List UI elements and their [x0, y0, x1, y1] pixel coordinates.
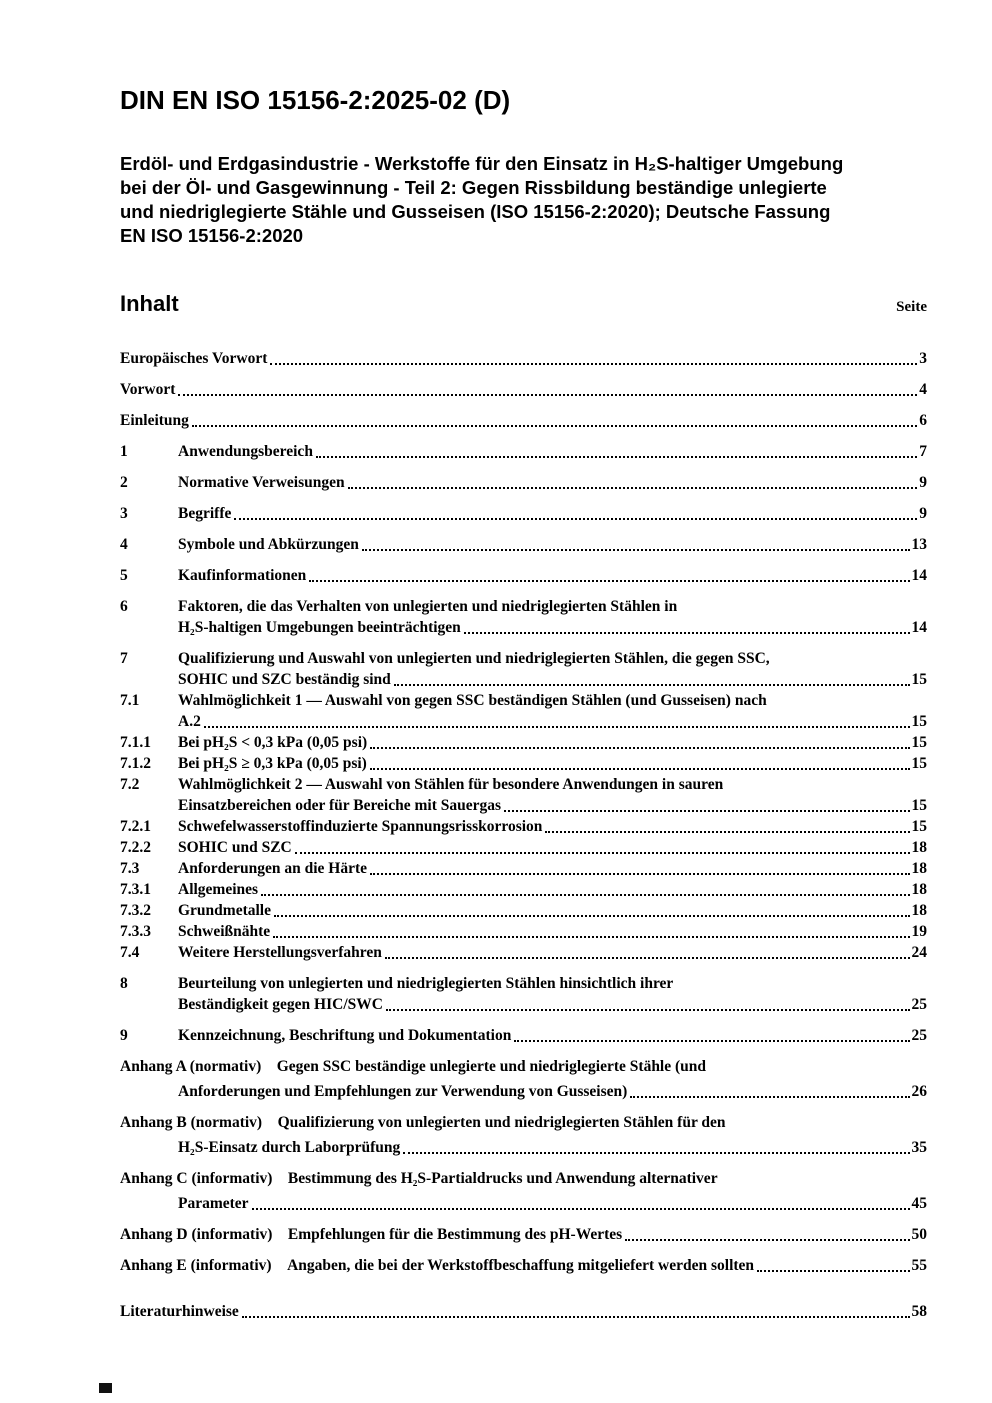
toc-dot-leader: [394, 684, 910, 686]
toc-entry-lastline: [120, 1301, 927, 1322]
toc-dot-leader: [385, 957, 910, 959]
toc-entry: [120, 379, 927, 400]
toc-entry-line: Wahlmöglichkeit 1 — Auswahl von gegen SSC beständigen Stählen (und Gusseisen) nach: [178, 692, 767, 709]
toc-entry-lastline: [178, 1025, 927, 1046]
toc-entry-body: [178, 472, 927, 493]
toc-entry-page-number: 4: [919, 381, 927, 398]
toc-entry-page-number: 3: [919, 350, 927, 367]
toc-entry-lastline: [120, 379, 927, 400]
toc-entry-title: Schweißnähte: [178, 923, 271, 940]
toc-entry-body: [178, 732, 927, 753]
toc-entry: [120, 921, 927, 942]
toc-dot-leader: [252, 1208, 910, 1210]
toc-entry: [120, 732, 927, 753]
toc-entry-lastline: [178, 994, 927, 1015]
toc-entry-title: Normative Verweisungen: [178, 474, 345, 491]
toc-entry-page-number: 26: [911, 1083, 927, 1100]
toc-entry-body: [178, 753, 927, 774]
toc-entry-body: [178, 774, 927, 816]
toc-entry-page-number: 55: [911, 1257, 927, 1274]
toc-entry: [120, 1025, 927, 1046]
toc-dot-leader: [273, 936, 909, 938]
toc-entry-number: 7.2.1: [120, 818, 151, 835]
toc-dot-leader: [630, 1096, 909, 1098]
toc-entry-page-number: 9: [919, 505, 927, 522]
toc-entry-body: [120, 1301, 927, 1322]
toc-entry-title: SOHIC und SZC beständig sind: [178, 671, 391, 688]
toc-entry-title: Anhang E (informativ) Angaben, die bei der Werkstoffbeschaffung mitgeliefert werden sollten: [120, 1257, 755, 1274]
toc-dot-leader: [545, 831, 909, 833]
toc-entry-page-number: 19: [911, 923, 927, 940]
toc-page-column-label: Seite: [896, 299, 927, 315]
toc-entry: [120, 503, 927, 524]
toc-entry-title: Kennzeichnung, Beschriftung und Dokumentation: [178, 1027, 512, 1044]
toc-entry-number: 7.2: [120, 776, 140, 793]
toc-entry-lastline: [120, 410, 927, 431]
toc-dot-leader: [309, 580, 909, 582]
toc-entry-title: Begriffe: [178, 505, 232, 522]
toc-entry-body: [120, 1112, 927, 1158]
toc-entry-number: 2: [120, 474, 128, 491]
toc-entry-number: 1: [120, 443, 128, 460]
toc-entry: [120, 534, 927, 555]
toc-entry-title: SOHIC und SZC: [178, 839, 292, 856]
toc-entry: [120, 837, 927, 858]
toc-dot-leader: [274, 915, 910, 917]
toc-entry-lastline: [178, 858, 927, 879]
toc-entry-number: 7.3.2: [120, 902, 151, 919]
toc-entry-title: H₂S-haltigen Umgebungen beeinträchtigen: [178, 619, 461, 636]
toc-entry: [120, 410, 927, 431]
toc-entry-line: Anhang A (normativ) Gegen SSC beständige unlegierte und niedriglegierte Stähle (und: [120, 1058, 707, 1075]
toc-entry-body: [120, 1168, 927, 1214]
toc-entry-body: [120, 1255, 927, 1276]
toc-entry: [120, 1056, 927, 1102]
toc-entry-page-number: 45: [911, 1195, 927, 1212]
toc-entry-body: [120, 1224, 927, 1245]
document-title: DIN EN ISO 15156-2:2025-02 (D): [120, 85, 511, 115]
toc-entry-body: [120, 379, 927, 400]
toc-entry-page-number: 58: [911, 1303, 927, 1320]
toc-entry-number: 7.3: [120, 860, 140, 877]
toc-entry-lastline: [178, 441, 927, 462]
toc-entry-page-number: 24: [911, 944, 927, 961]
subtitle-line: EN ISO 15156-2:2020: [120, 225, 304, 246]
toc-dot-leader: [464, 632, 910, 634]
toc-entry-title: Symbole und Abkürzungen: [178, 536, 359, 553]
toc-entry-body: [120, 410, 927, 431]
toc-entry: [120, 774, 927, 816]
toc-dot-leader: [192, 425, 917, 427]
toc-entry-body: [178, 858, 927, 879]
toc-entry-page-number: 6: [919, 412, 927, 429]
toc-entry-title: Kaufinformationen: [178, 567, 307, 584]
toc-entry-body: [178, 1025, 927, 1046]
toc-entry-page-number: 13: [911, 536, 927, 553]
toc-entry-title: A.2: [178, 713, 201, 730]
toc-entry-body: [178, 879, 927, 900]
toc-entry-body: [178, 942, 927, 963]
toc-entry-line: Beurteilung von unlegierten und niedriglegierten Stählen hinsichtlich ihrer: [178, 975, 674, 992]
toc-entry-title: Schwefelwasserstoffinduzierte Spannungsrisskorrosion: [178, 818, 543, 835]
toc-entry-title: Allgemeines: [178, 881, 259, 898]
toc-entry: [120, 348, 927, 369]
toc-entry-line: Wahlmöglichkeit 2 — Auswahl von Stählen für besondere Anwendungen in sauren: [178, 776, 724, 793]
toc-entry-number: 7.4: [120, 944, 140, 961]
toc-entry-title: Parameter: [178, 1195, 249, 1212]
toc-entry: [120, 942, 927, 963]
toc-entry-number: 7: [120, 650, 128, 667]
toc-entry-body: [178, 648, 927, 690]
toc-entry-title: H₂S-Einsatz durch Laborprüfung: [178, 1139, 401, 1156]
toc-entry-body: [178, 596, 927, 638]
toc-entry: [120, 973, 927, 1015]
toc-entry-lastline: [178, 1193, 927, 1214]
toc-entry-body: [178, 690, 927, 732]
toc-entry: [120, 441, 927, 462]
toc-entry-lastline: [120, 1224, 927, 1245]
toc-entry: [120, 816, 927, 837]
toc-entry-lastline: [120, 1255, 927, 1276]
subtitle-line: und niedriglegierte Stähle und Gusseisen (ISO 15156-2:2020); Deutsche Fassung: [120, 201, 831, 222]
toc-entry-body: [120, 348, 927, 369]
toc-entry-page-number: 7: [919, 443, 927, 460]
toc-entry-page-number: 15: [911, 755, 927, 772]
toc-entry-page-number: 14: [911, 619, 927, 636]
toc-dot-leader: [625, 1239, 909, 1241]
toc-entry-title: Beständigkeit gegen HIC/SWC: [178, 996, 383, 1013]
toc-entry-page-number: 15: [911, 797, 927, 814]
toc-entry-lastline: [178, 900, 927, 921]
toc-entry-title: Anhang D (informativ) Empfehlungen für die Bestimmung des pH-Wertes: [120, 1226, 623, 1243]
toc-dot-leader: [370, 747, 909, 749]
toc-entry-lastline: [178, 711, 927, 732]
toc-entry-number: 7.1.2: [120, 755, 151, 772]
toc-dot-leader: [204, 726, 910, 728]
toc-dot-leader: [234, 518, 917, 520]
toc-entry-title: Einleitung: [120, 412, 189, 429]
toc-entry-lastline: [178, 879, 927, 900]
toc-entry-lastline: [178, 795, 927, 816]
toc-entry-lastline: [178, 753, 927, 774]
toc-entry-title: Einsatzbereichen oder für Bereiche mit Sauergas: [178, 797, 502, 814]
toc-dot-leader: [270, 363, 917, 365]
toc-entry-number: 7.3.1: [120, 881, 151, 898]
toc-list: [120, 348, 927, 1322]
toc-heading: Inhalt: [120, 291, 179, 316]
toc-entry-lastline: [178, 565, 927, 586]
toc-entry: [120, 690, 927, 732]
toc-entry-page-number: 15: [911, 734, 927, 751]
toc-entry-body: [178, 921, 927, 942]
toc-entry-title: Literaturhinweise: [120, 1303, 239, 1320]
toc-dot-leader: [403, 1152, 909, 1154]
toc-dot-leader: [757, 1270, 909, 1272]
toc-entry-title: Europäisches Vorwort: [120, 350, 268, 367]
toc-entry-number: 6: [120, 598, 128, 615]
toc-entry-page-number: 50: [911, 1226, 927, 1243]
toc-entry-number: 7.1: [120, 692, 140, 709]
toc-entry: [120, 596, 927, 638]
toc-entry: [120, 565, 927, 586]
toc-entry-line: Anhang B (normativ) Qualifizierung von unlegierten und niedriglegierten Stählen für den: [120, 1114, 726, 1131]
toc-entry-page-number: 14: [911, 567, 927, 584]
toc-entry-lastline: [178, 1137, 927, 1158]
toc-entry-lastline: [178, 617, 927, 638]
toc-entry-number: 5: [120, 567, 128, 584]
toc-entry-number: 3: [120, 505, 128, 522]
toc-entry: [120, 858, 927, 879]
toc-entry-body: [178, 816, 927, 837]
toc-entry-title: Vorwort: [120, 381, 176, 398]
page-corner-mark: [99, 1383, 112, 1393]
toc-entry: [120, 1168, 927, 1214]
toc-entry-title: Anforderungen an die Härte: [178, 860, 368, 877]
toc-entry-body: [178, 503, 927, 524]
toc-dot-leader: [242, 1316, 910, 1318]
toc-entry-page-number: 35: [911, 1139, 927, 1156]
toc-dot-leader: [362, 549, 910, 551]
toc-entry: [120, 648, 927, 690]
toc-entry-lastline: [178, 503, 927, 524]
toc-entry-body: [178, 534, 927, 555]
subtitle-line: bei der Öl- und Gasgewinnung - Teil 2: Gegen Rissbildung beständige unlegierte: [120, 177, 827, 198]
toc-dot-leader: [370, 873, 909, 875]
toc-entry-page-number: 15: [911, 713, 927, 730]
toc-dot-leader: [178, 394, 917, 396]
toc-entry-body: [120, 1056, 927, 1102]
toc-entry-body: [178, 837, 927, 858]
toc-entry-number: 9: [120, 1027, 128, 1044]
toc-entry-body: [178, 565, 927, 586]
toc-entry-number: 4: [120, 536, 128, 553]
toc-entry-title: Weitere Herstellungsverfahren: [178, 944, 382, 961]
toc-entry-body: [178, 973, 927, 1015]
toc-dot-leader: [386, 1009, 910, 1011]
toc-entry-line: Faktoren, die das Verhalten von unlegierten und niedriglegierten Stählen in: [178, 598, 678, 615]
toc-entry-lastline: [178, 534, 927, 555]
toc-entry-title: Bei pH₂S ≥ 0,3 kPa (0,05 psi): [178, 755, 367, 772]
toc-entry-page-number: 15: [911, 671, 927, 688]
toc-entry: [120, 900, 927, 921]
toc-entry-page-number: 18: [911, 881, 927, 898]
toc-entry-lastline: [178, 1081, 927, 1102]
toc-entry-title: Anforderungen und Empfehlungen zur Verwendung von Gusseisen): [178, 1083, 628, 1100]
toc-entry-lastline: [178, 921, 927, 942]
subtitle-line: Erdöl- und Erdgasindustrie - Werkstoffe für den Einsatz in H₂S-haltiger Umgebung: [120, 153, 844, 174]
toc-dot-leader: [370, 768, 910, 770]
toc-entry-body: [178, 441, 927, 462]
toc-entry-page-number: 18: [911, 860, 927, 877]
toc-entry-lastline: [178, 816, 927, 837]
toc-dot-leader: [295, 852, 910, 854]
toc-entry-title: Anwendungsbereich: [178, 443, 313, 460]
toc-entry-lastline: [178, 732, 927, 753]
toc-entry-number: 7.2.2: [120, 839, 151, 856]
toc-dot-leader: [514, 1040, 909, 1042]
toc-entry-page-number: 18: [911, 839, 927, 856]
toc-entry-number: 7.1.1: [120, 734, 151, 751]
toc-entry-lastline: [178, 942, 927, 963]
toc-entry-lastline: [178, 837, 927, 858]
toc-entry-page-number: 18: [911, 902, 927, 919]
toc-entry-page-number: 25: [911, 996, 927, 1013]
toc-header: [120, 291, 927, 317]
document-subtitle: [120, 152, 927, 248]
toc-entry-page-number: 15: [911, 818, 927, 835]
toc-entry: [120, 1255, 927, 1276]
toc-entry: [120, 879, 927, 900]
toc-entry: [120, 1112, 927, 1158]
toc-entry: [120, 1301, 927, 1322]
toc-dot-leader: [316, 456, 917, 458]
toc-entry-lastline: [178, 669, 927, 690]
toc-entry-number: 8: [120, 975, 128, 992]
toc-dot-leader: [261, 894, 909, 896]
toc-entry-lastline: [120, 348, 927, 369]
toc-dot-leader: [504, 810, 909, 812]
toc-entry-title: Bei pH₂S < 0,3 kPa (0,05 psi): [178, 734, 368, 751]
toc-dot-leader: [348, 487, 918, 489]
toc-entry-line: Qualifizierung und Auswahl von unlegierten und niedriglegierten Stählen, die gegen SSC,: [178, 650, 770, 667]
toc-entry-number: 7.3.3: [120, 923, 151, 940]
toc-entry-line: Anhang C (informativ) Bestimmung des H₂S-Partialdrucks und Anwendung alternativer: [120, 1170, 718, 1187]
toc-entry: [120, 1224, 927, 1245]
toc-entry-page-number: 25: [911, 1027, 927, 1044]
toc-entry-body: [178, 900, 927, 921]
toc-entry: [120, 753, 927, 774]
toc-entry-lastline: [178, 472, 927, 493]
toc-entry-title: Grundmetalle: [178, 902, 271, 919]
toc-entry-page-number: 9: [919, 474, 927, 491]
toc-entry: [120, 472, 927, 493]
